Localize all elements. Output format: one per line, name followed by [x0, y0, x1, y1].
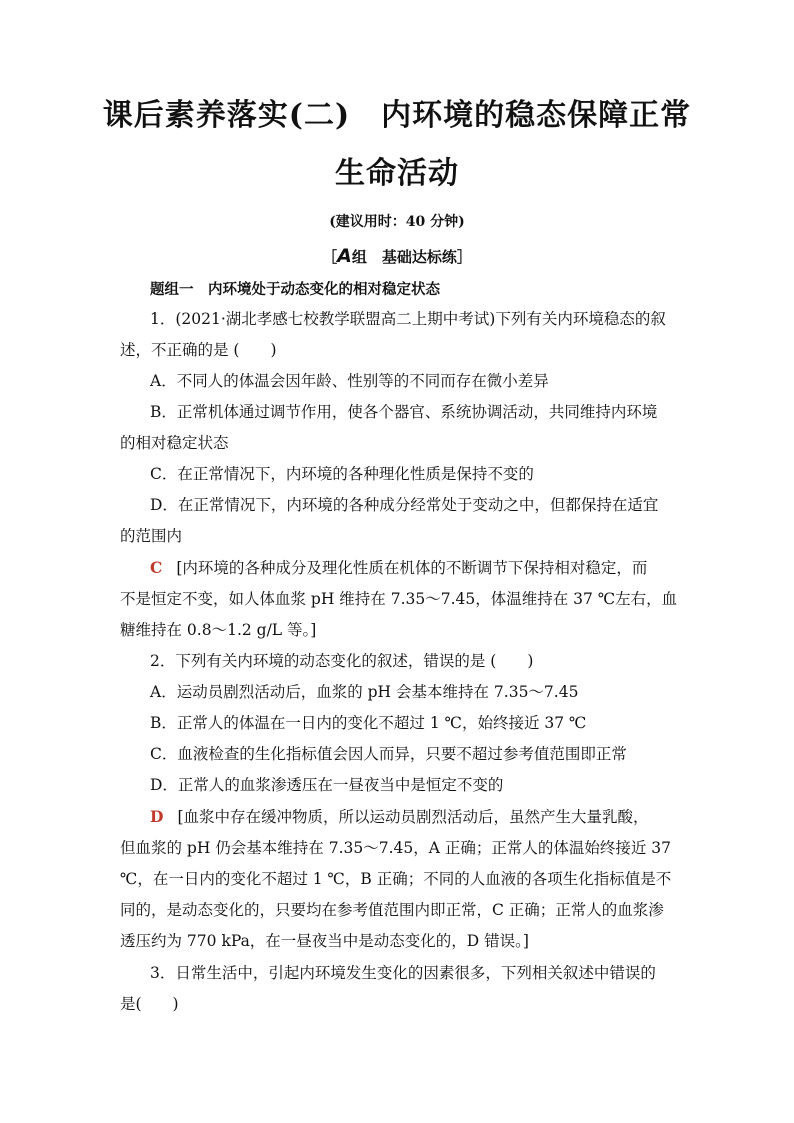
page-title: 课后素养落实(二) 内环境的稳态保障正常: [102, 98, 692, 133]
q1-option-d: D．在正常情况下，内环境的各种成分经常处于变动之中，但都保持在适宜: [150, 496, 659, 514]
bracket-open: ［: [322, 248, 338, 266]
q2-option-d: D．正常人的血浆渗透压在一昼夜当中是恒定不变的: [150, 776, 504, 794]
q1-explanation-text: [内环境的各种成分及理化性质在机体的不断调节下保持相对稳定，而: [176, 559, 648, 577]
q2-option-b: B．正常人的体温在一日内的变化不超过 1 ℃，始终接近 37 ℃: [150, 714, 587, 732]
q2-explanation-cont2: ℃，在一日内的变化不超过 1 ℃，B 正确；不同的人血液的各项生化指标值是不: [120, 870, 672, 888]
q1-explanation-cont2: 糖维持在 0.8～1.2 g/L 等。]: [120, 621, 317, 639]
q2-answer: D: [150, 807, 164, 826]
q1-option-d-cont: 的范围内: [120, 527, 183, 545]
time-note: (建议用时：40 分钟): [329, 214, 465, 230]
group-banner: [0, 245, 794, 267]
q1-stem-cont: 述，不正确的是 ( ): [120, 341, 277, 359]
q2-option-c: C．血液检查的生化指标值会因人而异，只要不超过参考值范围即正常: [150, 745, 627, 763]
q3-stem-cont: 是( ): [120, 995, 179, 1013]
q1-explanation-cont: 不是恒定不变，如人体血浆 pH 维持在 7.35～7.45，体温维持在 37 ℃左右，血: [120, 590, 678, 608]
q2-explanation: [150, 806, 649, 828]
group-title: 组 基础达标练: [351, 248, 457, 266]
q3-stem: 3．日常生活中，引起内环境发生变化的因素很多，下列相关叙述中错误的: [150, 964, 656, 982]
page-title-continued: 生命活动: [335, 156, 459, 191]
q1-option-b-cont: 的相对稳定状态: [120, 434, 229, 452]
q2-explanation-cont4: 透压约为 770 kPa，在一昼夜当中是动态变化的，D 错误。]: [120, 932, 529, 950]
q1-option-b: B．正常机体通过调节作用，使各个器官、系统协调活动，共同维持内环境: [150, 403, 658, 421]
q1-option-a: A．不同人的体温会因年龄、性别等的不同而存在微小差异: [150, 372, 549, 390]
q1-stem: 1．(2021·湖北孝感七校教学联盟高二上期中考试)下列有关内环境稳态的叙: [150, 310, 666, 328]
q1-option-c: C．在正常情况下，内环境的各种理化性质是保持不变的: [150, 465, 534, 483]
q2-option-a: A．运动员剧烈活动后，血浆的 pH 会基本维持在 7.35～7.45: [150, 683, 579, 701]
section-heading: 题组一 内环境处于动态变化的相对稳定状态: [150, 282, 440, 298]
q2-stem: 2．下列有关内环境的动态变化的叙述，错误的是 ( ): [150, 652, 534, 670]
group-letter: A: [337, 245, 352, 267]
q1-answer: C: [150, 558, 163, 577]
bracket-close: ］: [456, 248, 472, 266]
q2-explanation-cont: 但血浆的 pH 仍会基本维持在 7.35～7.45，A 正确；正常人的体温始终接近 37: [120, 839, 672, 857]
q2-explanation-cont3: 同的，是动态变化的，只要均在参考值范围内即正常，C 正确；正常人的血浆渗: [120, 901, 664, 919]
q2-explanation-text: [血浆中存在缓冲物质，所以运动员剧烈活动后，虽然产生大量乳酸，: [177, 808, 649, 826]
q1-explanation: [150, 557, 647, 579]
